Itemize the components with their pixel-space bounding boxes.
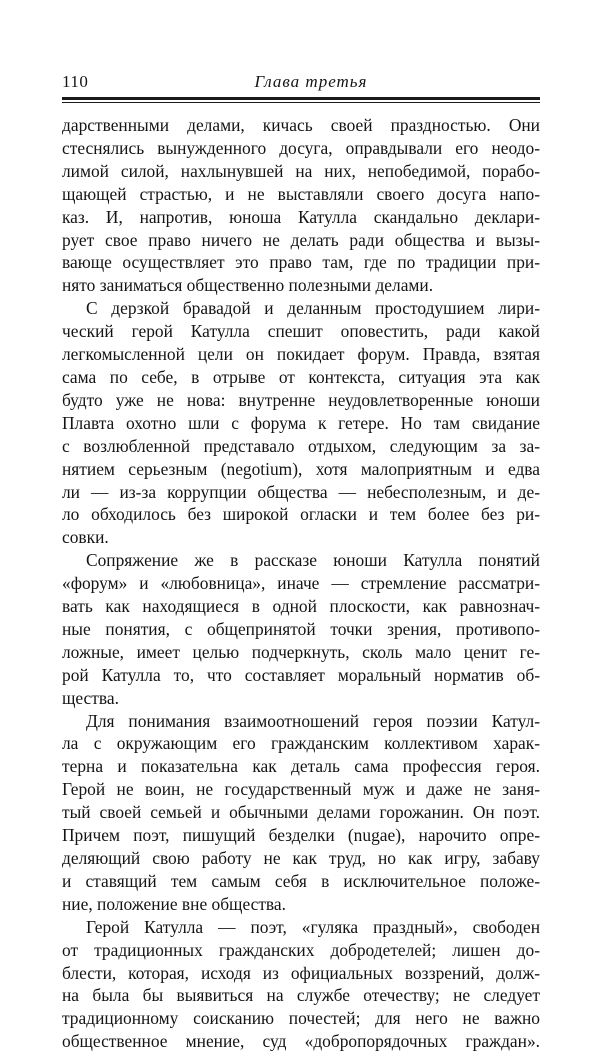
text-line: будто уже не нова: внутренне неудовлетворенные юноши bbox=[62, 389, 540, 410]
paragraph bbox=[62, 916, 540, 1053]
paragraph bbox=[62, 297, 540, 549]
text-line: легкомысленной цели он покидает форум. Правда, взятая bbox=[62, 344, 540, 365]
text-line: традиционному соисканию почестей; для него не важно bbox=[62, 1008, 540, 1029]
text-line: рой Катулла то, что составляет моральный норматив об- bbox=[62, 664, 540, 685]
header-rule-thin bbox=[62, 102, 540, 103]
text-line: Герой не воин, не государственный муж и даже не заня- bbox=[62, 779, 540, 800]
text-line: Плавта охотно шли с форума к гетере. Но там свидание bbox=[62, 412, 540, 433]
paragraph bbox=[62, 710, 540, 916]
text-line: вать как находящиеся в одной плоскости, как равнознач- bbox=[62, 596, 540, 617]
text-line: вающе осуществляет это право там, где по традиции при- bbox=[62, 252, 540, 273]
paragraph bbox=[62, 114, 540, 297]
text-line: каз. И, напротив, юноша Катулла скандально деклари- bbox=[62, 206, 540, 227]
text-line: щества. bbox=[62, 687, 119, 708]
page-header bbox=[62, 72, 540, 92]
text-line: ческий герой Катулла спешит оповестить, ради какой bbox=[62, 321, 540, 342]
text-line: Для понимания взаимоотношений героя поэзии Катул- bbox=[86, 710, 540, 731]
text-line: с возлюбленной представало отдыхом, следующим за за- bbox=[62, 435, 540, 456]
text-line: лимой силой, нахлынувшей на них, непобедимой, порабо- bbox=[62, 160, 540, 181]
text-line: С дерзкой бравадой и деланным простодушием лири- bbox=[86, 298, 540, 319]
text-line: щающей страстью, и не выставляли своего досуга напо- bbox=[62, 183, 540, 204]
text-line: деляющий свою работу не как труд, но как игру, забаву bbox=[62, 848, 540, 868]
text-line: ные понятия, с общепринятой точки зрения, противопо- bbox=[62, 618, 540, 639]
text-line: тый своей семьей и обычными делами горожанин. Он поэт. bbox=[62, 802, 540, 823]
text-line: терна и показательна как деталь сама профессия героя. bbox=[62, 756, 540, 777]
paragraph bbox=[62, 549, 540, 709]
page-number: 110 bbox=[62, 72, 89, 91]
text-line: на была бы выявиться на службе отечеству; не следует bbox=[62, 985, 540, 1006]
text-line: ло обходилось без широкой огласки и тем более без ри- bbox=[62, 504, 540, 525]
text-line: Сопряжение же в рассказе юноши Катулла понятий bbox=[86, 550, 540, 571]
text-line: от традиционных гражданских добродетелей; лишен до- bbox=[62, 939, 540, 960]
text-line: Причем поэт, пишущий безделки (nugae), нарочито опре- bbox=[62, 825, 540, 846]
text-line: общественное мнение, суд «добропорядочных граждан». bbox=[62, 1031, 540, 1052]
text-line: совки. bbox=[62, 527, 109, 548]
running-head: Глава третья bbox=[254, 72, 368, 91]
text-line: нято заниматься общественно полезными делами. bbox=[62, 275, 434, 296]
text-line: сама по себе, в отрыве от контекста, ситуация эта как bbox=[62, 366, 540, 387]
text-line: рует свое право ничего не делать ради общества и вызы- bbox=[62, 229, 540, 250]
text-line: ложные, имеет целью подчеркнуть, сколь мало ценит ге- bbox=[62, 641, 540, 662]
header-rule bbox=[62, 97, 540, 100]
text-line: ла с окружающим его гражданским коллективом харак- bbox=[62, 733, 540, 754]
body-text bbox=[62, 114, 540, 1053]
text-line: блести, которая, исходя из официальных воззрений, долж- bbox=[62, 962, 540, 983]
text-line: дарственными делами, кичась своей праздностью. Они bbox=[62, 115, 540, 135]
text-line: и ставящий тем самым себя в исключительное положе- bbox=[62, 870, 540, 891]
text-line: «форум» и «любовница», иначе — стремление рассматри- bbox=[62, 573, 540, 594]
text-line: нятием серьезным (negotium), хотя малоприятным и едва bbox=[62, 458, 540, 479]
text-line: ли — из-за коррупции общества — небесполезным, и де- bbox=[62, 481, 540, 502]
text-line: стеснялись вынужденного досуга, оправдывали его неодо- bbox=[62, 137, 540, 158]
text-line: Герой Катулла — поэт, «гуляка праздный», свободен bbox=[86, 916, 540, 937]
text-line: ние, положение вне общества. bbox=[62, 893, 286, 914]
